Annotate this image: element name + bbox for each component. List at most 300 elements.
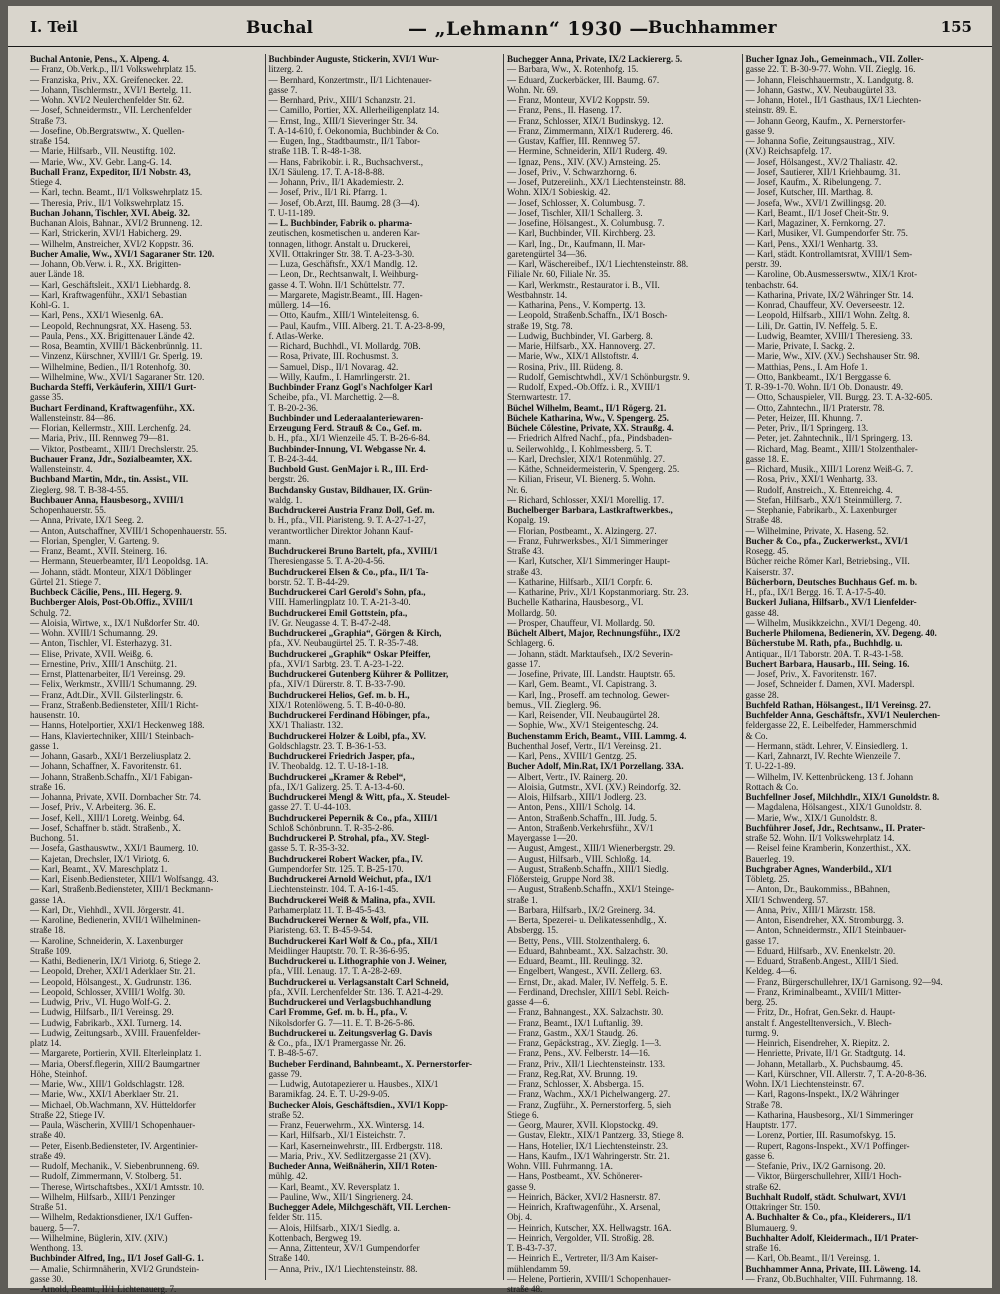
entry-heading: Buchdruckerei P. Strohal, pfa., XV. Stegl- — [268, 833, 430, 843]
entry-line: — Paula, Pens., XX. Brigittenauer Lände 42. — [30, 330, 195, 341]
entry-line: — Josefine, Hölsangest., X. Columbusg. 7. — [507, 218, 665, 228]
entry-line: — Ernst, Plattenarbeiter, II/1 Vereinsg. 29. — [30, 669, 186, 679]
entry-line: — Anton, Schneidermstr., XII/1 Steinbauer- — [745, 925, 907, 936]
entry-line: — Richard, Schlosser, XXI/1 Morellig. 17. — [507, 494, 664, 505]
entry-line: — Karl, Pens., XVIII/1 Gentzg. 25. — [507, 751, 637, 761]
entry-line: XIX/1 Rotenlöweng. 5. T. B-40-0-80. — [268, 699, 406, 710]
entry-line: — Josef, Schneidermstr., VII. Lerchenfelder — [30, 105, 192, 116]
entry-heading: Buchdruckerei Arnold Weichut, pfa., IX/1 — [268, 874, 432, 884]
entry-line: gasse 4—6. — [507, 997, 550, 1007]
entry-line: Straße 109. — [30, 945, 72, 956]
entry-line: — Anton, Dr., Baukommiss., BBahnen, — [745, 884, 890, 895]
entry-line: pfa., XIV/1 Dürerstr. 8. T. B-33-7-90. — [268, 679, 406, 690]
entry-line: — Hans, Postbeamt., XV. Schönerer- — [507, 1171, 643, 1182]
column-4 — [742, 54, 977, 1284]
entry-line: Ottakringer Str. 150. — [745, 1202, 821, 1212]
entry-line: T. B-20-2-36. — [268, 402, 319, 413]
entry-heading: Buckerl Juliana, Hilfsarb., XV/1 Lienfelder- — [745, 597, 917, 608]
entry-line: gasse 18. E. — [745, 453, 789, 464]
entry-line: — Berta, Spezerei- u. Delikatessenhdlg., X. — [507, 915, 667, 925]
last-entry-word: Buchhammer — [648, 18, 777, 38]
first-entry-word: Buchal — [246, 18, 313, 38]
entry-line: T. R-39-1-70. Wohn. II/1 Ob. Donaustr. 49. — [745, 382, 904, 392]
entry-line: — Karl, Hilfsarb., XI/1 Eisteichstr. 7. — [268, 1130, 406, 1141]
entry-line: — Josefine, Ob.Bergratswtw., X. Quellen- — [30, 125, 185, 136]
entry-line: Straße 140. — [268, 1253, 310, 1264]
entry-heading: Buchdruckerei „Graphik“ Oskar Pfeiffer, — [268, 648, 431, 659]
entry-line: — Franz, Reg.Rat, XV. Brunng. 19. — [507, 1068, 638, 1079]
entry-line: — Richard, Buchhdl., VI. Mollardg. 70B. — [268, 341, 421, 351]
entry-line: Buchanan Alois, Bahnar., XVI/2 Brunneng. 12. — [30, 218, 203, 228]
entry-line: Töbletg. 25. — [745, 874, 790, 884]
entry-line: — Josef, Ob.Arzt, III. Baumg. 28 (3—4). — [268, 197, 420, 208]
entry-line: — Peter, Eisenb.Bediensteter, IV. Argentinier- — [30, 1140, 198, 1151]
entry-line: — Stefanie, Priv., IX/2 Garnisong. 20. — [745, 1161, 886, 1171]
entry-line: Theresiengasse 5. T. A-20-4-56. — [268, 556, 385, 567]
entry-line: — Amalie, Schirmnäherin, XVI/2 Grundstein- — [30, 1263, 200, 1274]
entry-line: platz 14. — [30, 1038, 62, 1048]
entry-heading: Buchführer Josef, Jdr., Rechtsanw., II. Prater- — [745, 822, 926, 833]
entry-heading: Buchdruckerei Austria Franz Doll, Gef. m. — [268, 505, 435, 515]
entry-line: — Leon, Dr., Rechtsanwalt, I. Weihburg- — [268, 269, 419, 280]
entry-line: — Josef, Priv., II/1 Ri. Pfarrg. 1. — [268, 187, 387, 198]
entry-line: Wohn. VIII. Fuhrmanng. 1A. — [507, 1161, 613, 1171]
entry-line: — Gustav, Kaffier, III. Rennweg 57. — [507, 136, 640, 146]
entry-line: — Franz, Beamt., IX/1 Luftanlig. 39. — [507, 1017, 643, 1028]
entry-line: Straße 43. — [507, 546, 544, 556]
entry-line: — Lili, Dr. Gattin, IV. Neffelg. 5. E. — [745, 320, 878, 331]
entry-line: Buchong. 51. — [30, 833, 79, 843]
entry-line: — Aloisia, Gutmstr., XVI. (XV.) Reindorfg. 32. — [507, 781, 681, 792]
entry-line: — Franz, Pens., XV. Felberstr. 14—16. — [507, 1048, 651, 1059]
entry-heading: Buchhalt Rudolf, städt. Schulwart, XVI/1 — [745, 1191, 907, 1202]
entry-heading: Buchal Antonie, Pens., X. Alpeng. 4. — [30, 54, 170, 64]
entry-line: — Kathi, Bedienerin, IX/1 Viriotg. 6, Stiege 2. — [30, 956, 201, 966]
entry-line: Rottach & Co. — [745, 781, 799, 792]
entry-line: — Willy, Kaufm., I. Hamrlingerstr. 21. — [268, 371, 411, 382]
entry-line: — Marie, Ww., XV. Gebr. Lang-G. 14. — [30, 156, 172, 167]
entry-line: — Wohn. XVIII/1 Schumanng. 29. — [30, 628, 158, 638]
entry-line: mühlg. 42. — [268, 1171, 308, 1182]
entry-line: straße 48. — [507, 1284, 543, 1294]
entry-line: — Anton, Autschaffner, XVIII/1 Schopenhauerstr. 55. — [30, 525, 227, 536]
entry-line: Gumpendorfer Str. 125. T. B-25-170. — [268, 863, 404, 874]
entry-line: — Leopold, Schlosser, XVIII/1 Wolfg. 30. — [30, 986, 186, 997]
entry-line: — Theresia, Priv., II/1 Volkswehrplatz 15. — [30, 197, 184, 208]
entry-line: — Josef, Schlosser, X. Columbusg. 7. — [507, 197, 646, 208]
entry-line: straße 43. — [507, 566, 543, 577]
entry-line: — Barbara, Ww., X. Rotenhofg. 15. — [507, 64, 639, 75]
entry-heading: Buchband Martin, Mdr., tin. Assist., VII. — [30, 474, 189, 485]
entry-heading: Buchdruckerei u. Zeitungsverlag G. Davis — [268, 1027, 433, 1038]
entry-line: — Peter, Priv., II/1 Springerg. 13. — [745, 423, 869, 433]
entry-line: — Karl, Dr., Viehhdl., XVII. Jörgerstr. 41. — [30, 904, 185, 915]
entry-heading: Buchdruckerei Robert Wacker, pfa., IV. — [268, 853, 423, 864]
entry-line: Baramikfag. 24. E. T. U-29-9-05. — [268, 1089, 390, 1100]
entry-line: — Franz, Straßenb.Bediensteter, XIII/1 Richt- — [30, 699, 199, 710]
entry-line: Buchenthal Josef, Vertr., II/1 Vereinsg. 21. — [507, 740, 662, 751]
entry-line: — Barbara, Hilfsarb., IX/2 Greinerg. 34. — [507, 904, 656, 915]
entry-line: — Karl, Drechsler, XIX/1 Rotenmühlg. 27. — [507, 453, 665, 464]
entry-line: Straße 73. — [30, 115, 67, 126]
entry-line: T. B-48-5-67. — [268, 1048, 319, 1059]
entry-line: pfa., IX/1 Galizerg. 25. T. A-13-4-60. — [268, 781, 405, 792]
entry-line: IV. Theobaldg. 12. T. U-18-1-18. — [268, 761, 389, 772]
entry-line: — Luza, Geschäftsfr., XX/1 Mandlg. 12. — [268, 259, 418, 269]
entry-line: — Josef, Kaufm., X. Ribelungeng. 7. — [745, 177, 882, 187]
entry-line: mann. — [268, 535, 291, 546]
entry-heading: Buchbauer Anna, Hausbesorg., XVIII/1 — [30, 494, 184, 505]
entry-line: — Wilhelmine, Ww., XVI/1 Sagaraner Str. 120. — [30, 371, 205, 382]
entry-line: straße 16. — [30, 781, 66, 792]
entry-line: — Aloisia, Wirtwe, x., IX/1 Nußdorfer Str. 40. — [30, 617, 200, 628]
entry-line: — Josef, Schneider f. Damen, XVI. Maderspl. — [745, 679, 915, 690]
entry-line: — Hanns, Hotelportier, XXI/1 Heckenweg 188. — [30, 720, 205, 731]
entry-line: — Marie, Private, I. Sackg. 2. — [745, 341, 855, 351]
entry-line: — Karl, Ing., Proseff. am technolog. Gewer- — [507, 689, 670, 700]
entry-line: straße 49. — [30, 1150, 66, 1161]
entry-heading: Buchdruckerei Helios, Gef. m. b. H., — [268, 689, 410, 700]
entry-line: — Anton, Straßenb.Verkehrsführ., XV/1 — [507, 822, 654, 833]
entry-line: Hauptstr. 177. — [745, 1120, 797, 1130]
entry-line: — Ludwig, Beamter, XVIII/1 Theresieng. 33. — [745, 330, 913, 341]
entry-line: — Karl, Pens., XXI/1 Wenhartg. 33. — [745, 238, 878, 249]
entry-line: — Katharina, Pens., V. Kompertg. 13. — [507, 300, 646, 310]
entry-line: — Wilhelmine, Büglerin, XIV. (XIV.) — [30, 1232, 168, 1243]
entry-line: — Helene, Portierin, XVIII/1 Schopenhauer- — [507, 1273, 671, 1284]
entry-line: — Karl, Kraftwagenführ., XXI/1 Sebastian — [30, 289, 187, 300]
entry-line: — Karoline, Ob.Ausmesserswtw., XIX/1 Krot- — [745, 269, 918, 280]
entry-line: litzerg. 2. — [268, 64, 303, 75]
entry-line: — Katharine, Hilfsarb., XII/1 Corpfr. 6. — [507, 576, 653, 587]
entry-line: — Konrad, Chauffeur, XV. Oeverseestr. 12. — [745, 300, 905, 310]
entry-line: — Samuel, Disp., II/1 Novarag. 42. — [268, 361, 399, 372]
entry-line: b. H., pfa., XI/1 Wienzeile 45. T. B-26-6-84. — [268, 433, 431, 444]
entry-heading: Buchbinder und Lederaalanteriewaren- — [268, 412, 424, 423]
entry-line: — Ludwig, Priv., VI. Hugo Wolf-G. 2. — [30, 997, 171, 1007]
entry-line: — Kajetan, Drechsler, IX/1 Viriotg. 6. — [30, 853, 170, 864]
entry-line: — Eugen, Ing., Stadtbaumstr., II/1 Tabor- — [268, 136, 421, 146]
entry-line: gasse 7. — [268, 84, 298, 95]
entry-line: Straße 78. — [745, 1099, 783, 1110]
entry-heading: Buchdruckerei „Kramer & Rebel“, — [268, 771, 406, 782]
entry-line: — Wilhelmine, Private, X. Haseng. 52. — [745, 525, 889, 536]
entry-line: — Camillo, Portier, XX. Allerheiligenplatz 14. — [268, 105, 440, 116]
entry-line: — Heinrich, Kutscher, XX. Hellwagstr. 16A. — [507, 1222, 672, 1233]
entry-line: Scheibe, pfa., VI. Marchettig. 2—8. — [268, 392, 400, 403]
entry-line: — Heinrich, Eisendreher, X. Riepitz. 2. — [745, 1038, 890, 1048]
entry-line: gasse 9. — [745, 125, 775, 136]
entry-line: — Vinzenz, Kürschner, XVIII/1 Gr. Sperlg. 19. — [30, 351, 203, 362]
entry-line: — Leopold, Hölsangest., X. Gudrunstr. 136. — [30, 976, 192, 987]
entry-line: Kopalg. 19. — [507, 515, 550, 526]
entry-line: — Anna, Priv., IX/1 Liechtensteinstr. 88. — [268, 1263, 418, 1274]
section-label: I. Teil — [30, 18, 78, 36]
entry-line: — Johanna, Private, XVII. Dornbacher Str. 74. — [30, 792, 201, 802]
entry-line: — Karl, Magaziner, X. Fernkorng. 27. — [745, 218, 886, 228]
entry-heading: Buchdruckerei Werner & Wolf, pfa., VII. — [268, 915, 429, 925]
entry-line: tonnagen, lithogr. Anstalt u. Druckerei, — [268, 238, 411, 249]
entry-line: perstr. 39. — [745, 259, 782, 269]
entry-line: — Franz, Ob.Buchhalter, VIII. Fuhrmanng. 18. — [745, 1273, 918, 1284]
entry-line: gasse 5. T. R-35-3-32. — [268, 843, 349, 854]
entry-line: — Heinrich E., Vertreter, II/3 Am Kaiser- — [507, 1253, 659, 1264]
entry-line: gasse 22. T. B-30-9-77. Wohn. VII. Zieglg. 16. — [745, 64, 916, 75]
entry-heading: Buchauer Franz, Jdr., Sozialbeamter, XX. — [30, 453, 193, 464]
entry-line: straße 16. — [745, 1243, 781, 1253]
entry-line: — Ernestine, Priv., XIII/1 Anschütg. 21. — [30, 658, 177, 669]
entry-line: T. B-43-7-37. — [507, 1243, 557, 1253]
entry-heading: Buchdruckerei Elsen & Co., pfa., II/1 Ta- — [268, 566, 429, 577]
entry-line: — Karl, Musiker, VI. Gumpendorfer Str. 75. — [745, 228, 908, 239]
entry-line: — Friedrich Alfred Nachf., pfa., Pindsbaden- — [507, 433, 672, 444]
entry-line: — Franz, Priv., XII/1 Liechtensteinstr. 133. — [507, 1058, 666, 1069]
entry-line: — Ludwig, Hilfsarb., II/1 Vereinsg. 29. — [30, 1007, 174, 1018]
entry-line: — Eduard, Bahnbeamt., XX. Salzachstr. 30. — [507, 945, 668, 956]
entry-line: — Rosa, Priv., XXI/1 Wenhartg. 33. — [745, 474, 878, 485]
entry-line: — Karl, Gem. Beamt., VI. Capistrang. 3. — [507, 679, 657, 690]
entry-line: — Felix, Werkmstr., XVIII/1 Schumanng. 29. — [30, 679, 197, 690]
entry-line: — Josef, Kutscher, III. Marthag. 8. — [745, 187, 873, 198]
entry-line: Antiquar., II/1 Taborstr. 20A. T. R-43-1-58. — [745, 648, 904, 659]
entry-line: — Anna, Private, IX/1 Seeg. 2. — [30, 515, 144, 526]
entry-line: — Josef, Priv., X. Favoritenstr. 167. — [745, 669, 877, 679]
entry-heading: Buchelberger Barbara, Lastkraftwerkbes., — [507, 505, 673, 515]
entry-line: — Wilhelm, Musikkzeichn., XVI/1 Degeng. 40. — [745, 617, 921, 628]
entry-line: — Johann, Fleischhauermstr., X. Landgutg. 8. — [745, 74, 914, 85]
directory-columns — [30, 54, 976, 1294]
entry-line: — Josef, Tischler, XII/1 Schallerg. 3. — [507, 207, 643, 218]
entry-line: Westbahnstr. 14. — [507, 289, 568, 300]
entry-line: — Rudolf, Zimmermann, V. Stolberg. 51. — [30, 1171, 182, 1182]
entry-heading: Bücherborn, Deutsches Buchhaus Gef. m. b. — [745, 576, 918, 587]
entry-line: — Franz, Bürgerschullehrer, IX/1 Garnisong. 92—94. — [745, 976, 943, 987]
entry-line: Wohn. IX/1 Liechtensteinstr. 67. — [745, 1079, 864, 1089]
entry-line: — Anna, Zittenteur, XV/1 Gumpendorfer — [268, 1243, 420, 1253]
entry-line: steinstr. 89. E. — [745, 105, 798, 116]
entry-line: IV. Gr. Neugasse 4. T. B-47-2-48. — [268, 617, 391, 628]
entry-line: — Marie, Ww., XIX/1 Gunoldstr. 8. — [745, 812, 878, 823]
entry-line: bauerg. 5—7. — [30, 1222, 80, 1233]
entry-line: — Karl, Pens., XXI/1 Wiesenlg. 6A. — [30, 310, 164, 321]
entry-line: — Marie, Hilfsarb., XX. Hannoverg. 27. — [507, 341, 656, 351]
entry-heading: Buchdruckerei und Verlagsbuchhandlung — [268, 997, 432, 1007]
entry-line: — Franz, Wachm., XX/1 Pichelwangerg. 27. — [507, 1089, 671, 1100]
entry-line: — Hans, Kaufm., IX/1 Wahringerstr. Str. 21. — [507, 1150, 670, 1161]
entry-line: — Johann, Priv., II/1 Akademiestr. 2. — [268, 177, 404, 187]
entry-heading: Buchall Franz, Expeditor, II/1 Nobstr. 43, — [30, 166, 191, 177]
entry-line: Schopenhauerstr. 55. — [30, 505, 107, 515]
entry-line: — Karl, Straßenb.Bediensteter, XIII/1 Beckmann- — [30, 884, 214, 895]
entry-line: Zieglerg. 98. T. B-38-4-55. — [30, 484, 129, 495]
entry-line: Wohn. XIX/1 Sobieskig. 42. — [507, 187, 611, 198]
entry-line: — Katharina, Hausbesorg., XI/1 Simmeringer — [745, 1109, 914, 1120]
entry-line: — Josef, Hölsangest., XV/2 Thaliastr. 42. — [745, 156, 898, 167]
entry-line: Kohl-G. 1. — [30, 300, 70, 310]
entry-line: — Johann, Gastw., XV. Neubaugürtel 33. — [745, 84, 897, 95]
entry-line: — Franz, Bahnangest., XX. Salzachstr. 30. — [507, 1007, 664, 1018]
entry-line: auer Lände 18. — [30, 269, 85, 280]
entry-line: — Hans, Fabrikobir. i. R., Buchsachverst., — [268, 156, 424, 167]
entry-line: — Fritz, Dr., Hofrat, Gen.Sekr. d. Haupt- — [745, 1007, 896, 1018]
entry-line: — Rosa, Private, III. Rochusmst. 3. — [268, 351, 399, 362]
entry-line: — Viktor, Bürgerschullehrer, XIII/1 Hoch- — [745, 1171, 902, 1182]
entry-line: — Alois, Hilfsarb., XIX/1 Siedlg. a. — [268, 1222, 400, 1233]
entry-heading: Buchecker Alois, Geschäftsdien., XVI/1 Kopp- — [268, 1099, 448, 1110]
entry-line: — Florian, Postbeamt., X. Alzingerg. 27. — [507, 525, 657, 536]
entry-line: — Karl, Wäschereibef., IX/1 Liechtensteinstr. 88. — [507, 259, 689, 269]
entry-line: b. H., pfa., VII. Piaristeng. 9. T. A-27-1-27, — [268, 515, 426, 526]
entry-line: — Rudolf, Mechanik., V. Siebenbrunneng. 69. — [30, 1161, 200, 1171]
entry-line: Buchelle Katharina, Hausbesorg., VI. — [507, 597, 644, 608]
entry-line: — Hermann, städt. Lehrer, V. Einsiedlerg. 1. — [745, 740, 908, 751]
entry-heading: Buchbinder-Innung, VI. Webgasse Nr. 4. — [268, 443, 426, 454]
entry-line: Sternwartestr. 17. — [507, 392, 571, 403]
entry-line: Straße 22, Stiege IV. — [30, 1109, 105, 1120]
entry-line: — Franz, Adt.Dir., XVII. Gilsterlingstr. 6. — [30, 689, 184, 700]
entry-heading: Buchert Barbara, Hausarb., III. Seing. 16. — [745, 658, 910, 669]
entry-line: pfa., XVII. Lerchenfelder Str. 136. T. A21-4-29. — [268, 986, 444, 997]
entry-line: — Johann, städt. Marktaufseh., IX/2 Severin- — [507, 648, 673, 659]
entry-line: straße 19, Stg. 78. — [507, 320, 573, 331]
entry-line: — Henriette, Private, II/1 Gr. Stadtgutg. 14. — [745, 1048, 906, 1059]
entry-heading: Buchdruckerei Mengl & Witt, pfa., X. Steudel- — [268, 792, 450, 802]
entry-line: Bauerleg. 19. — [745, 853, 795, 864]
entry-line: — Therese, Wirtschaftsbes., XXI/1 Amtsstr. 10. — [30, 1181, 205, 1192]
entry-line: Parhamerplatz 11. T. B-45-5-43. — [268, 904, 387, 915]
entry-line: — Eduard, Hilfsarb., XV. Enenkelstr. 20. — [745, 945, 896, 956]
entry-line: straße 52. Wohn. II/1 Volkswehrplatz 14. — [745, 833, 895, 843]
entry-line: pfa., VIII. Lenaug. 17. T. A-28-2-69. — [268, 966, 402, 977]
entry-line: — August, Hilfsarb., VIII. Schloßg. 14. — [507, 853, 652, 864]
entry-line: — Wilhelm, IV. Kettenbrückeng. 13 f. Johann — [745, 771, 914, 782]
entry-heading: Bucher Adolf, Min.Rat, IX/1 Porzellang. 33A. — [507, 761, 684, 772]
entry-line: — Franz, Fuhrwerksbes., XI/1 Simmeringer — [507, 535, 668, 546]
entry-line: — Kilian, Friseur, VI. Bienerg. 5. Wohn. — [507, 474, 656, 485]
entry-line: XVII. Ottakringer Str. 38. T. A-23-3-30. — [268, 248, 415, 259]
entry-line: — Franz, Gepäckstrag., XV. Zieglg. 1—3. — [507, 1038, 662, 1048]
entry-line: — Karl, Kutscher, XI/1 Simmeringer Haupt- — [507, 556, 671, 567]
entry-line: — August, Amgest., XIII/1 Wienerbergstr. 29. — [507, 843, 676, 854]
entry-line: — Gustav, Elektr., XIX/1 Pantzerg. 33, Stiege 8. — [507, 1130, 684, 1141]
entry-line: — Otto, Zahntechn., II/1 Praterstr. 78. — [745, 402, 885, 413]
entry-line: Stiege 4. — [30, 177, 62, 187]
entry-line: — Franziska, Priv., XX. Greifenecker. 22. — [30, 74, 184, 85]
entry-line: Gürtel 21. Stiege 7. — [30, 576, 101, 587]
entry-line: — Ferdinand, Drechsler, XIII/1 Sebl. Reich- — [507, 986, 670, 997]
entry-line: — Karl, Zahnarzt, IV. Rechte Wienzeile 7. — [745, 751, 901, 761]
entry-line: — Wilhelmine, Bedien., II/1 Rotenhofg. 30. — [30, 361, 191, 372]
entry-line: — Johann, städt. Monteur, XIX/1 Döblinger — [30, 566, 192, 577]
entry-heading: Bucharda Steffi, Verkäuferin, XIII/1 Gurt- — [30, 382, 197, 392]
entry-line: Meidlinger Hauptstr. 70. T. R-36-6-95. — [268, 945, 410, 956]
entry-line: — Josef, Schaffner b. städt. Straßenb., X. — [30, 822, 181, 833]
entry-line: Liechtensteinstr. 104. T. A-16-1-45. — [268, 884, 399, 895]
entry-line: Nr. 6. — [507, 484, 528, 495]
entry-line: — Johann, Straßenb.Schaffn., XI/1 Fabigan- — [30, 771, 193, 782]
entry-line: — Josef, Putzereiinh., XX/1 Liechtensteinstr. 88. — [507, 177, 686, 187]
entry-line: — Franz, Beamt., XVII. Steinerg. 16. — [30, 546, 167, 556]
entry-line: — Franz, Feuerwehrm., XX. Wintersg. 14. — [268, 1120, 425, 1130]
entry-line: — Heinrich, Bäcker, XVI/2 Hasnerstr. 87. — [507, 1191, 661, 1202]
entry-line: straße 1. — [507, 894, 538, 905]
entry-line: — Wilhelm, Anstreicher, XVI/2 Koppstr. 36. — [30, 238, 194, 249]
entry-line: — Johanna Sofie, Zeitungsaustrag., XIV. — [745, 136, 895, 146]
entry-line: — Margarete, Magistr.Beamt., III. Hagen- — [268, 289, 423, 300]
entry-line: verantwortlicher Direktor Johann Kauf- — [268, 525, 414, 536]
entry-line: — Wilhelm, Hilfsarb., XIII/1 Penzinger — [30, 1191, 176, 1202]
entry-heading: Bucheber Ferdinand, Bahnbeamt., X. Pernerstorfer- — [268, 1058, 473, 1069]
entry-line: Mollardg. 50. — [507, 607, 557, 618]
entry-line: — Karl, Kaserneinwehrstr., III. Erdbergstr. 118. — [268, 1140, 443, 1151]
entry-line: — Karl, Beamt., XV. Reversplatz 1. — [268, 1181, 400, 1192]
entry-heading: Buchenstamm Erich, Beamt., VIII. Lammg. 4. — [507, 730, 687, 741]
entry-line: — Karl, Buchbinder, VII. Kirchberg. 23. — [507, 228, 656, 239]
entry-line: zeutischen, kosmetischen u. anderen Kar- — [268, 228, 420, 239]
entry-line: — Karl, Ragons-Inspekt., IX/2 Währinger — [745, 1089, 900, 1100]
entry-heading: Buchberger Alois, Post-Ob.Offiz., XVIII/1 — [30, 597, 194, 608]
entry-line: — Bernhard, Konzertmstr., II/1 Lichtenauer- — [268, 74, 432, 85]
entry-line: — Florian, Kellermstr., XIII. Lerchenfg. 24. — [30, 423, 191, 433]
entry-line: Wenthong. 13. — [30, 1243, 84, 1253]
entry-line: — Lorenz, Portier, III. Rasumofskyg. 15. — [745, 1130, 896, 1141]
entry-line: — Josef, Sautierer, XII/1 Kriehbaumg. 31. — [745, 166, 901, 177]
entry-line: Schulg. 72. — [30, 607, 72, 618]
entry-line: straße 154. — [30, 136, 70, 146]
entry-line: — Franz, Gastm., XX/1 Staudg. 26. — [507, 1027, 638, 1038]
entry-line: gasse 48. — [745, 607, 779, 618]
entry-line: — Marie, Ww., XIX/1 Allstoftstr. 4. — [507, 351, 639, 362]
entry-line: — Ludwig, Buchbinder, VI. Garberg. 8. — [507, 330, 653, 341]
entry-line: müllerg. 14—16. — [268, 300, 331, 310]
entry-line: — Betty, Pens., VIII. Stolzenthalerg. 6. — [507, 935, 650, 946]
entry-line: Obj. 4. — [507, 1212, 533, 1223]
entry-line: — Albert, Vertr., IV. Rainerg. 20. — [507, 771, 628, 782]
entry-heading: Buchbinder Auguste, Stickerin, XVI/1 Wur- — [268, 54, 439, 64]
entry-heading: Buchdruckerei Holzer & Loibl, pfa., XV. — [268, 730, 426, 741]
entry-line: bemus., VII. Zieglerg. 96. — [507, 699, 602, 710]
entry-heading: Buchart Ferdinand, Kraftwagenführ., XX. — [30, 402, 195, 413]
directory-page — [8, 6, 992, 1294]
entry-line: — Hans, Klaviertechniker, XIII/1 Steinbach- — [30, 730, 194, 741]
entry-heading: Buchegger Adele, Milchgeschäft, VII. Lerchen- — [268, 1202, 451, 1212]
entry-line: — Franz, Ob.Verk.p., II/1 Volkswehrplatz 15. — [30, 64, 197, 75]
entry-line: pfa., XV. Neubaugürtel 25. T. R-35-7-48. — [268, 638, 419, 649]
entry-line: — Otto, Bankbeamt., IX/1 Berggasse 6. — [745, 371, 892, 382]
entry-line: — Karl, Ing., Dr., Kaufmann, II. Mar- — [507, 238, 646, 249]
entry-heading: Carl Fromme, Gef. m. b. H., pfa., V. — [268, 1007, 408, 1018]
entry-heading: Buchdruckerei Karl Wolf & Co., pfa., XII/1 — [268, 935, 438, 946]
entry-heading: Buchegger Anna, Private, IX/2 Lackiererg. 5. — [507, 54, 683, 64]
entry-line: gasse 1A. — [30, 894, 66, 905]
entry-line: Nikolsdorfer G. 7—11. E. T. B-26-5-86. — [268, 1017, 415, 1028]
entry-line: — Maria, Priv., III. Rennweg 79—81. — [30, 433, 169, 444]
entry-line: — Franz, Zugführ., X. Pernerstorferg. 5, sieh — [507, 1099, 671, 1110]
entry-heading: Buchdruckerei Gutenberg Kührer & Pollitzer, — [268, 669, 449, 679]
entry-line: — Karl, techn. Beamt., II/1 Volkswehrplatz 15. — [30, 187, 203, 198]
entry-line: — Engelbert, Wangest., XVII. Zellerg. 63. — [507, 966, 662, 977]
entry-line: — Franz, Schlosser, X. Absberga. 15. — [507, 1079, 644, 1089]
entry-heading: — L. Buchbinder, Fabrik o. pharma- — [268, 218, 413, 228]
entry-heading: Buchdruckerei „Graphia“, Görgen & Kirch, — [268, 628, 442, 638]
entry-line: — Otto, Schauspieler, VII. Burgg. 23. T. A-32-605. — [745, 392, 933, 403]
entry-line: straße 52. — [268, 1109, 304, 1120]
entry-heading: Buchgraber Agnes, Wanderbild., XI/1 — [745, 863, 893, 874]
entry-line: — Karl, Werkmstr., Restaurator i. B., VII. — [507, 279, 660, 290]
entry-line: — Katharine, Priv., XI/1 Kopstanmoriarg. Str. 23. — [507, 587, 689, 597]
entry-heading: Buchdruckerei Carl Gerold's Sohn, pfa., — [268, 587, 426, 597]
entry-line: — Eduard, Zuckerbäcker, III. Baumg. 67. — [507, 74, 660, 85]
